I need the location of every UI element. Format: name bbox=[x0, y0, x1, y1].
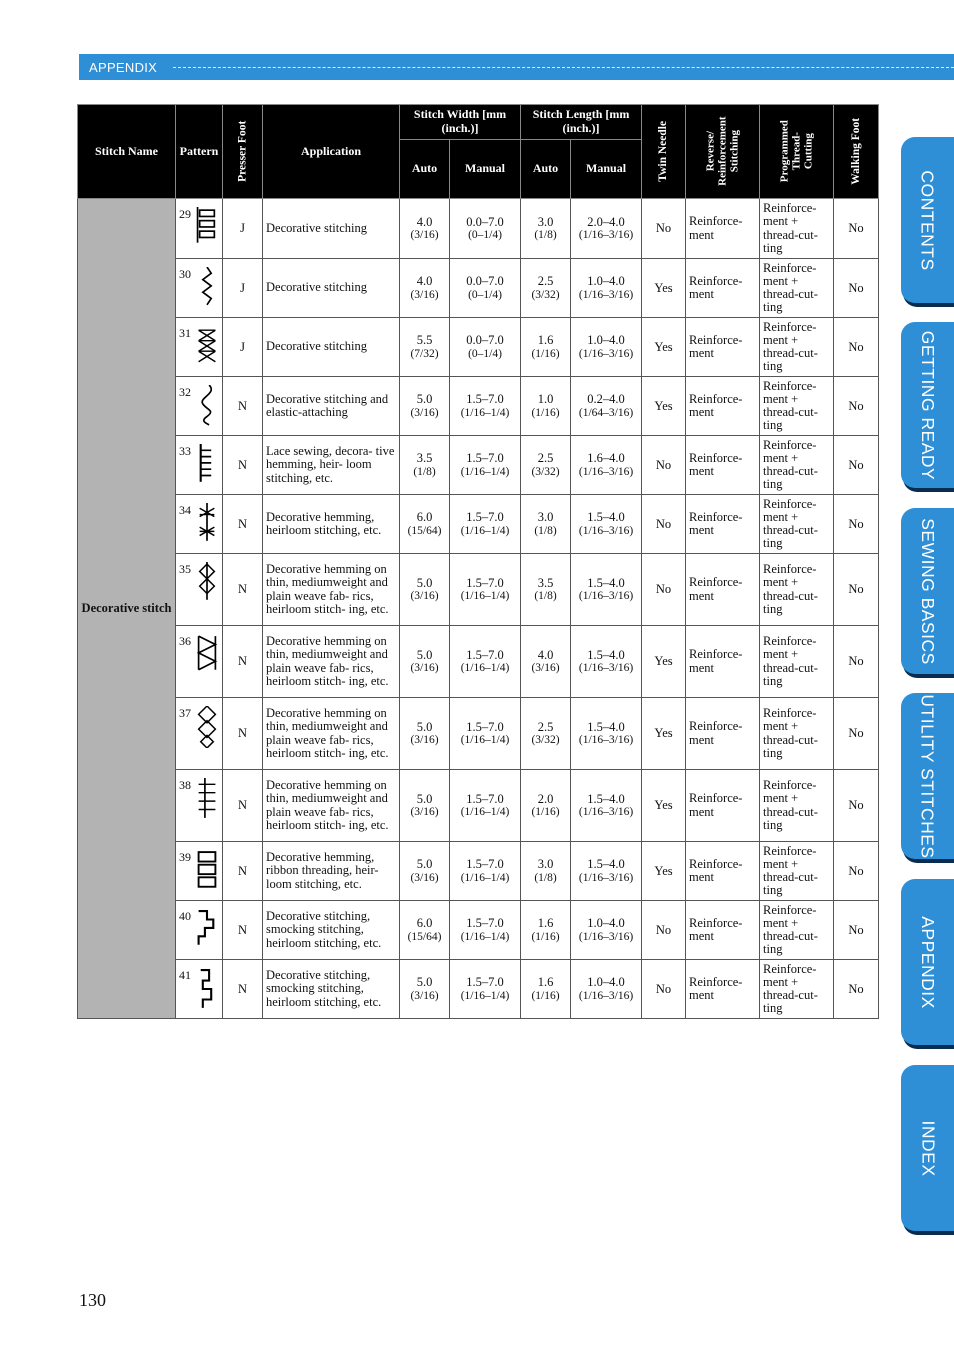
width-manual-cell: 1.5–7.0 (1/16–1/4) bbox=[450, 698, 521, 770]
twin-needle-cell: Yes bbox=[642, 626, 686, 698]
reverse-cell: Reinforce- ment bbox=[686, 626, 760, 698]
length-auto-cell: 2.5 (3/32) bbox=[521, 698, 571, 770]
length-auto-cell: 3.0 (1/8) bbox=[521, 842, 571, 901]
length-auto-cell: 2.0 (1/16) bbox=[521, 770, 571, 842]
application-cell: Decorative stitching and elastic-attaching bbox=[263, 377, 400, 436]
length-auto-cell: 3.0 (1/8) bbox=[521, 495, 571, 554]
reverse-cell: Reinforce- ment bbox=[686, 698, 760, 770]
application-cell: Decorative hemming on thin, mediumweight and plain weave fab- rics, heirloom stitch- ing, etc. bbox=[263, 698, 400, 770]
stitch-38-icon bbox=[196, 778, 218, 820]
stitch-35-icon bbox=[196, 562, 218, 604]
application-cell: Decorative stitching bbox=[263, 318, 400, 377]
width-auto-cell: 5.0 (3/16) bbox=[400, 554, 450, 626]
width-auto-cell: 5.0 (3/16) bbox=[400, 698, 450, 770]
width-auto-cell: 5.0 (3/16) bbox=[400, 770, 450, 842]
width-auto-cell: 5.0 (3/16) bbox=[400, 842, 450, 901]
length-auto-cell: 1.0 (1/16) bbox=[521, 377, 571, 436]
application-cell: Decorative stitching bbox=[263, 259, 400, 318]
reverse-cell: Reinforce- ment bbox=[686, 554, 760, 626]
pattern-cell bbox=[176, 626, 223, 698]
length-manual-cell: 1.5–4.0 (1/16–3/16) bbox=[571, 698, 642, 770]
presser-foot-cell: N bbox=[223, 554, 263, 626]
stitch-30-icon bbox=[196, 267, 218, 309]
programmed-cell: Reinforce- ment + thread-cut- ting bbox=[760, 554, 834, 626]
application-cell: Decorative hemming on thin, mediumweight and plain weave fab- rics, heirloom stitch- ing, etc. bbox=[263, 554, 400, 626]
width-auto-cell: 3.5 (1/8) bbox=[400, 436, 450, 495]
pattern-number: 37 bbox=[179, 706, 191, 720]
presser-foot-cell: N bbox=[223, 495, 263, 554]
application-cell: Decorative hemming, heirloom stitching, etc. bbox=[263, 495, 400, 554]
twin-needle-cell: Yes bbox=[642, 842, 686, 901]
reverse-cell: Reinforce- ment bbox=[686, 960, 760, 1019]
presser-foot-cell: J bbox=[223, 318, 263, 377]
group-name-cell: Decorative stitch bbox=[78, 199, 176, 1019]
width-manual-cell: 1.5–7.0 (1/16–1/4) bbox=[450, 770, 521, 842]
header-pattern: Pattern bbox=[176, 105, 223, 199]
length-manual-cell: 1.5–4.0 (1/16–3/16) bbox=[571, 554, 642, 626]
width-auto-cell: 5.0 (3/16) bbox=[400, 626, 450, 698]
reverse-cell: Reinforce- ment bbox=[686, 259, 760, 318]
programmed-cell: Reinforce- ment + thread-cut- ting bbox=[760, 842, 834, 901]
section-label: APPENDIX bbox=[89, 59, 158, 75]
width-manual-cell: 1.5–7.0 (1/16–1/4) bbox=[450, 436, 521, 495]
pattern-cell bbox=[176, 901, 223, 960]
width-manual-cell: 0.0–7.0 (0–1/4) bbox=[450, 318, 521, 377]
width-manual-cell: 1.5–7.0 (1/16–1/4) bbox=[450, 377, 521, 436]
twin-needle-cell: Yes bbox=[642, 698, 686, 770]
stitch-31-icon bbox=[196, 326, 218, 368]
presser-foot-cell: N bbox=[223, 377, 263, 436]
walking-foot-cell: No bbox=[834, 960, 879, 1019]
tab-sewing-basics[interactable]: SEWING BASICS bbox=[901, 508, 954, 674]
walking-foot-cell: No bbox=[834, 318, 879, 377]
pattern-number: 31 bbox=[179, 326, 191, 340]
length-auto-cell: 2.5 (3/32) bbox=[521, 436, 571, 495]
programmed-cell: Reinforce- ment + thread-cut- ting bbox=[760, 377, 834, 436]
length-manual-cell: 1.0–4.0 (1/16–3/16) bbox=[571, 901, 642, 960]
twin-needle-cell: Yes bbox=[642, 770, 686, 842]
twin-needle-cell: No bbox=[642, 199, 686, 259]
header-walking-foot: Walking Foot bbox=[834, 105, 879, 199]
application-cell: Decorative stitching, smocking stitching, heirloom stitching, etc. bbox=[263, 901, 400, 960]
pattern-cell bbox=[176, 318, 223, 377]
width-manual-cell: 1.5–7.0 (1/16–1/4) bbox=[450, 842, 521, 901]
length-manual-cell: 1.5–4.0 (1/16–3/16) bbox=[571, 770, 642, 842]
header-programmed-thread-cutting: Programmed Thread-Cutting bbox=[760, 105, 834, 199]
width-auto-cell: 4.0 (3/16) bbox=[400, 199, 450, 259]
walking-foot-cell: No bbox=[834, 626, 879, 698]
length-manual-cell: 2.0–4.0 (1/16–3/16) bbox=[571, 199, 642, 259]
table-row bbox=[78, 377, 879, 436]
stitch-37-icon bbox=[196, 706, 218, 748]
length-auto-cell: 1.6 (1/16) bbox=[521, 318, 571, 377]
page-number: 130 bbox=[79, 1290, 106, 1310]
pattern-number: 40 bbox=[179, 909, 191, 923]
presser-foot-cell: J bbox=[223, 199, 263, 259]
programmed-cell: Reinforce- ment + thread-cut- ting bbox=[760, 318, 834, 377]
walking-foot-cell: No bbox=[834, 698, 879, 770]
stitch-41-icon bbox=[196, 968, 218, 1010]
twin-needle-cell: Yes bbox=[642, 377, 686, 436]
header-application: Application bbox=[263, 105, 400, 199]
width-auto-cell: 6.0 (15/64) bbox=[400, 901, 450, 960]
pattern-cell bbox=[176, 377, 223, 436]
twin-needle-cell: No bbox=[642, 495, 686, 554]
reverse-cell: Reinforce- ment bbox=[686, 318, 760, 377]
reverse-cell: Reinforce- ment bbox=[686, 901, 760, 960]
walking-foot-cell: No bbox=[834, 495, 879, 554]
application-cell: Decorative stitching bbox=[263, 199, 400, 259]
walking-foot-cell: No bbox=[834, 554, 879, 626]
width-auto-cell: 5.0 (3/16) bbox=[400, 960, 450, 1019]
length-manual-cell: 1.5–4.0 (1/16–3/16) bbox=[571, 842, 642, 901]
pattern-cell bbox=[176, 259, 223, 318]
length-auto-cell: 1.6 (1/16) bbox=[521, 901, 571, 960]
width-auto-cell: 5.0 (3/16) bbox=[400, 377, 450, 436]
programmed-cell: Reinforce- ment + thread-cut- ting bbox=[760, 436, 834, 495]
length-manual-cell: 1.5–4.0 (1/16–3/16) bbox=[571, 495, 642, 554]
length-manual-cell: 1.0–4.0 (1/16–3/16) bbox=[571, 259, 642, 318]
presser-foot-cell: N bbox=[223, 698, 263, 770]
application-cell: Decorative hemming on thin, mediumweight and plain weave fab- rics, heirloom stitch- ing, etc. bbox=[263, 770, 400, 842]
length-manual-cell: 1.0–4.0 (1/16–3/16) bbox=[571, 318, 642, 377]
width-manual-cell: 1.5–7.0 (1/16–1/4) bbox=[450, 626, 521, 698]
walking-foot-cell: No bbox=[834, 842, 879, 901]
stitch-32-icon bbox=[196, 385, 218, 427]
programmed-cell: Reinforce- ment + thread-cut- ting bbox=[760, 626, 834, 698]
pattern-cell bbox=[176, 842, 223, 901]
pattern-number: 33 bbox=[179, 444, 191, 458]
table-row bbox=[78, 698, 879, 770]
table-row bbox=[78, 626, 879, 698]
programmed-cell: Reinforce- ment + thread-cut- ting bbox=[760, 199, 834, 259]
length-auto-cell: 3.0 (1/8) bbox=[521, 199, 571, 259]
twin-needle-cell: Yes bbox=[642, 318, 686, 377]
presser-foot-cell: J bbox=[223, 259, 263, 318]
table-row bbox=[78, 554, 879, 626]
reverse-cell: Reinforce- ment bbox=[686, 436, 760, 495]
reverse-cell: Reinforce- ment bbox=[686, 377, 760, 436]
twin-needle-cell: No bbox=[642, 436, 686, 495]
programmed-cell: Reinforce- ment + thread-cut- ting bbox=[760, 960, 834, 1019]
tab-utility-stitches[interactable]: UTILITY STITCHES bbox=[901, 693, 954, 859]
table-row bbox=[78, 495, 879, 554]
width-manual-cell: 1.5–7.0 (1/16–1/4) bbox=[450, 554, 521, 626]
tab-appendix[interactable]: APPENDIX bbox=[901, 879, 954, 1045]
width-manual-cell: 1.5–7.0 (1/16–1/4) bbox=[450, 901, 521, 960]
length-auto-cell: 3.5 (1/8) bbox=[521, 554, 571, 626]
table-row bbox=[78, 436, 879, 495]
pattern-number: 41 bbox=[179, 968, 191, 982]
header-presser-foot: Presser Foot bbox=[223, 105, 263, 199]
length-manual-cell: 1.5–4.0 (1/16–3/16) bbox=[571, 626, 642, 698]
stitch-29-icon bbox=[196, 207, 218, 249]
stitch-33-icon bbox=[196, 444, 218, 486]
length-auto-cell: 4.0 (3/16) bbox=[521, 626, 571, 698]
application-cell: Decorative hemming, ribbon threading, heir- loom stitching, etc. bbox=[263, 842, 400, 901]
pattern-number: 34 bbox=[179, 503, 191, 517]
reverse-cell: Reinforce- ment bbox=[686, 842, 760, 901]
header-length-auto: Auto bbox=[521, 140, 571, 199]
stitch-36-icon bbox=[196, 634, 218, 676]
length-auto-cell: 1.6 (1/16) bbox=[521, 960, 571, 1019]
pattern-cell bbox=[176, 960, 223, 1019]
section-header-bar bbox=[79, 54, 954, 80]
width-auto-cell: 4.0 (3/16) bbox=[400, 259, 450, 318]
walking-foot-cell: No bbox=[834, 377, 879, 436]
pattern-number: 36 bbox=[179, 634, 191, 648]
length-manual-cell: 1.6–4.0 (1/16–3/16) bbox=[571, 436, 642, 495]
presser-foot-cell: N bbox=[223, 626, 263, 698]
walking-foot-cell: No bbox=[834, 259, 879, 318]
walking-foot-cell: No bbox=[834, 199, 879, 259]
application-cell: Lace sewing, decora- tive hemming, heir- loom stitching, etc. bbox=[263, 436, 400, 495]
tab-getting-ready[interactable]: GETTING READY bbox=[901, 322, 954, 488]
application-cell: Decorative hemming on thin, mediumweight and plain weave fab- rics, heirloom stitch- ing, etc. bbox=[263, 626, 400, 698]
table-row bbox=[78, 770, 879, 842]
pattern-number: 32 bbox=[179, 385, 191, 399]
header-stitch-width: Stitch Width [mm (inch.)] bbox=[400, 105, 521, 140]
reverse-cell: Reinforce- ment bbox=[686, 495, 760, 554]
pattern-number: 38 bbox=[179, 778, 191, 792]
pattern-cell bbox=[176, 770, 223, 842]
width-manual-cell: 1.5–7.0 (1/16–1/4) bbox=[450, 495, 521, 554]
header-twin-needle: Twin Needle bbox=[642, 105, 686, 199]
presser-foot-cell: N bbox=[223, 842, 263, 901]
stitch-40-icon bbox=[196, 909, 218, 951]
length-auto-cell: 2.5 (3/32) bbox=[521, 259, 571, 318]
table-row bbox=[78, 199, 879, 259]
table-row bbox=[78, 318, 879, 377]
width-manual-cell: 1.5–7.0 (1/16–1/4) bbox=[450, 960, 521, 1019]
header-stitch-name: Stitch Name bbox=[78, 105, 176, 199]
programmed-cell: Reinforce- ment + thread-cut- ting bbox=[760, 495, 834, 554]
twin-needle-cell: Yes bbox=[642, 259, 686, 318]
programmed-cell: Reinforce- ment + thread-cut- ting bbox=[760, 698, 834, 770]
reverse-cell: Reinforce- ment bbox=[686, 199, 760, 259]
pattern-number: 35 bbox=[179, 562, 191, 576]
pattern-cell bbox=[176, 554, 223, 626]
width-manual-cell: 0.0–7.0 (0–1/4) bbox=[450, 259, 521, 318]
header-rule bbox=[173, 67, 954, 68]
twin-needle-cell: No bbox=[642, 554, 686, 626]
header-width-manual: Manual bbox=[450, 140, 521, 199]
tab-index[interactable]: INDEX bbox=[901, 1065, 954, 1231]
presser-foot-cell: N bbox=[223, 960, 263, 1019]
table-row bbox=[78, 842, 879, 901]
length-manual-cell: 1.0–4.0 (1/16–3/16) bbox=[571, 960, 642, 1019]
presser-foot-cell: N bbox=[223, 901, 263, 960]
walking-foot-cell: No bbox=[834, 901, 879, 960]
reverse-cell: Reinforce- ment bbox=[686, 770, 760, 842]
pattern-cell bbox=[176, 199, 223, 259]
pattern-number: 39 bbox=[179, 850, 191, 864]
width-auto-cell: 5.5 (7/32) bbox=[400, 318, 450, 377]
stitch-39-icon bbox=[196, 850, 218, 892]
pattern-cell bbox=[176, 495, 223, 554]
table-row bbox=[78, 960, 879, 1019]
table-row bbox=[78, 901, 879, 960]
pattern-number: 29 bbox=[179, 207, 191, 221]
pattern-number: 30 bbox=[179, 267, 191, 281]
header-width-auto: Auto bbox=[400, 140, 450, 199]
programmed-cell: Reinforce- ment + thread-cut- ting bbox=[760, 259, 834, 318]
programmed-cell: Reinforce- ment + thread-cut- ting bbox=[760, 901, 834, 960]
twin-needle-cell: No bbox=[642, 960, 686, 1019]
width-manual-cell: 0.0–7.0 (0–1/4) bbox=[450, 199, 521, 259]
stitch-34-icon bbox=[196, 503, 218, 545]
pattern-cell bbox=[176, 698, 223, 770]
stitch-table bbox=[77, 104, 879, 1019]
presser-foot-cell: N bbox=[223, 770, 263, 842]
tab-contents[interactable]: CONTENTS bbox=[901, 137, 954, 303]
header-length-manual: Manual bbox=[571, 140, 642, 199]
header-stitch-length: Stitch Length [mm (inch.)] bbox=[521, 105, 642, 140]
pattern-cell bbox=[176, 436, 223, 495]
walking-foot-cell: No bbox=[834, 770, 879, 842]
presser-foot-cell: N bbox=[223, 436, 263, 495]
length-manual-cell: 0.2–4.0 (1/64–3/16) bbox=[571, 377, 642, 436]
header-reverse-reinforcement: Reverse/ Reinforcement Stitching bbox=[686, 105, 760, 199]
table-row bbox=[78, 259, 879, 318]
programmed-cell: Reinforce- ment + thread-cut- ting bbox=[760, 770, 834, 842]
application-cell: Decorative stitching, smocking stitching, heirloom stitching, etc. bbox=[263, 960, 400, 1019]
twin-needle-cell: No bbox=[642, 901, 686, 960]
walking-foot-cell: No bbox=[834, 436, 879, 495]
width-auto-cell: 6.0 (15/64) bbox=[400, 495, 450, 554]
